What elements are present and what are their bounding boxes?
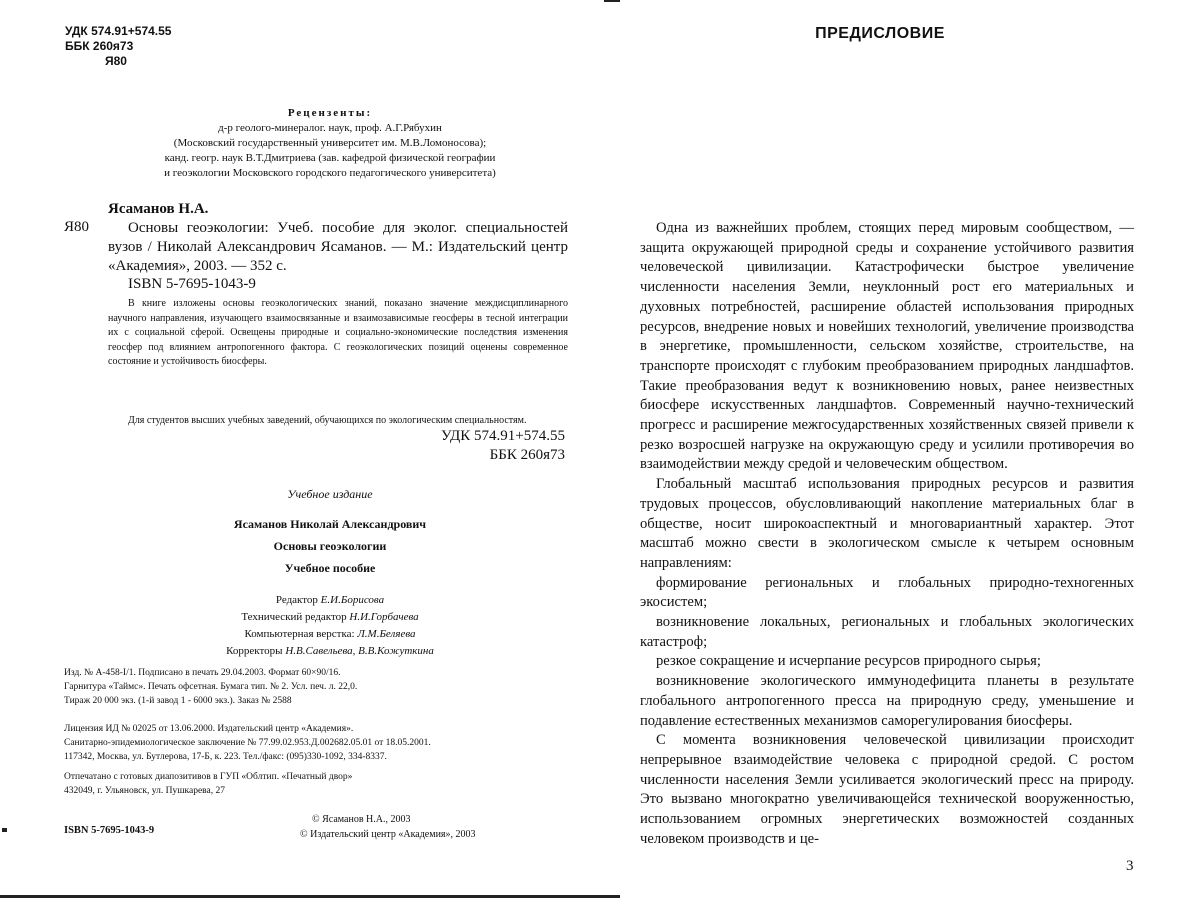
reviewer-line: д-р геолого-минералог. наук, проф. А.Г.Рябухин <box>218 122 442 134</box>
copyright-line: © Издательский центр «Академия», 2003 <box>300 829 476 840</box>
paragraph: Одна из важнейших проблем, стоящих перед мировым сообществом, — защита окружающей природной среды и сохранение устойчивого развития человеческой цивилизации. Катастрофически быстрое увеличение численности населения Земли, неуклонный рост его материальных и духовных потребностей, расширение областей использования природных ресурсов, внедрение новых и новейших технологий, увеличение производства в энергетике, промышленности, сельском хозяйстве, строительстве, на транспорте происходят с глубоким преобразованием природных ландшафтов. Такие преобразования ведут к возникновению новых, ранее неизвестных биосфере искусственных ландшафтов. Современный научно-технический прогресс и расширение межгосударственных хозяйственных связей привели к резко возросшей нагрузке на окружающую среду и усилили противоречия во взаимодействии между средой и человеческим обществом. <box>640 220 1134 473</box>
credit-role: Корректоры <box>226 645 283 657</box>
credit-name: Н.И.Горбачева <box>349 611 419 623</box>
bbk-top: ББК 260я73 <box>65 39 134 53</box>
scan-edge-line <box>0 895 620 898</box>
book-title: Основы геоэкологии <box>273 539 387 553</box>
reviewers-block <box>60 106 600 181</box>
credit-name: Н.В.Савельева, В.В.Кожуткина <box>285 645 434 657</box>
credit-line <box>60 609 600 626</box>
credit-line <box>60 643 600 660</box>
imprint-line: Гарнитура «Таймс». Печать офсетная. Бумага тип. № 2. Усл. печ. л. 22,0. <box>64 682 358 692</box>
credit-role: Редактор <box>275 594 318 606</box>
list-item: формирование региональных и глобальных природно-техногенных экосистем; <box>640 574 1134 611</box>
audience: Для студентов высших учебных заведений, обучающихся по экологическим специальностям. <box>128 415 527 426</box>
abstract: В книге изложены основы геоэкологических знаний, показано значение междисциплинарного научного направления, изучающего взаимосвязанные и взаимозависимые геосферы в тесной интеграции их с социальной сферой. Освещены природные и социально-экономические последствия изменения геосфер под влиянием антропогенного фактора. С геоэкологических позиций оценены современное состояние и устойчивость биосферы. <box>108 298 568 367</box>
paragraph: Глобальный масштаб использования природных ресурсов и развития трудовых процессов, обусловливающий накопление материальных благ в обществе, носит широкоаспектный и многовариантный характер. Этот масштаб можно свести в экологическом смысле к четырем основным направлениям: <box>640 476 1134 571</box>
printer-block <box>64 770 584 798</box>
license-line: 117342, Москва, ул. Бутлерова, 17-Б, к. 223. Тел./факс: (095)330-1092, 334-8337. <box>64 752 387 762</box>
list-item: резкое сокращение и исчерпание ресурсов природного сырья; <box>656 653 1041 670</box>
credit-role: Компьютерная верстка: <box>244 628 355 640</box>
credit-line <box>60 626 600 643</box>
isbn-bottom: ISBN 5-7695-1043-9 <box>64 825 155 836</box>
reviewer-line: канд. геогр. наук В.Т.Дмитриева (зав. кафедрой физической географии <box>164 152 496 164</box>
reviewer-line: и геоэкологии Московского городского педагогического университета) <box>164 167 496 179</box>
credits-block <box>60 592 600 660</box>
citation: Основы геоэкологии: Учеб. пособие для эколог. специальностей вузов / Николай Александрович Ясаманов. — М.: Издательский центр «Академия», 2003. — 352 с. <box>108 220 568 274</box>
isbn-line: ISBN 5-7695-1043-9 <box>128 276 256 292</box>
printer-line: 432049, г. Ульяновск, ул. Пушкарева, 27 <box>64 786 225 796</box>
code-side: Я80 <box>64 219 90 235</box>
imprint-line: Тираж 20 000 экз. (1-й завод 1 - 6000 экз.). Заказ № 2588 <box>64 696 292 706</box>
udk-top: УДК 574.91+574.55 <box>65 24 172 38</box>
copyright-block <box>300 812 476 842</box>
imprint-block <box>64 666 584 708</box>
list-item: возникновение локальных, региональных и глобальных экологических катастроф; <box>640 614 1134 650</box>
license-line: Лицензия ИД № 02025 от 13.06.2000. Издательский центр «Академия». <box>64 724 354 734</box>
reviewers-heading: Рецензенты: <box>287 107 373 119</box>
imprint-line: Изд. № А-458-I/1. Подписано в печать 29.04.2003. Формат 60×90/16. <box>64 668 341 678</box>
printer-line: Отпечатано с готовых диапозитивов в ГУП «Облтип. «Печатный двор» <box>64 772 353 782</box>
preface-body <box>640 219 1134 850</box>
credit-name: Е.И.Борисова <box>320 594 385 606</box>
bbk-bottom: ББК 260я73 <box>489 447 565 463</box>
udk-bottom: УДК 574.91+574.55 <box>440 428 565 444</box>
scan-mark <box>2 828 7 832</box>
preface-heading: ПРЕДИСЛОВИЕ <box>815 25 945 42</box>
credit-name: Л.М.Беляева <box>357 628 416 640</box>
list-item: возникновение экологического иммунодефицита планеты в результате глобального антропогенного пресса на природную среду, уменьшение и подавление естественных механизмов саморегулирования биосферы. <box>640 673 1134 729</box>
license-line: Санитарно-эпидемиологическое заключение № 77.99.02.953.Д.002682.05.01 от 18.05.2001. <box>64 738 431 748</box>
right-page <box>600 0 1200 903</box>
page-number: 3 <box>1126 858 1134 874</box>
book-subtitle: Учебное пособие <box>284 561 376 575</box>
license-block <box>64 722 584 764</box>
credit-role: Технический редактор <box>241 611 347 623</box>
copyright-line: © Ясаманов Н.А., 2003 <box>312 814 411 825</box>
classification-block <box>65 24 171 69</box>
author-heading: Ясаманов Н.А. <box>108 201 209 217</box>
code-top: Я80 <box>105 54 127 68</box>
paragraph: С момента возникновения человеческой цивилизации происходит непрерывное взаимодействие человека с природной средой. С ростом численности населения Земли усиливается экологический пресс на природу. Это вызвано многократно увеличивающейся технической вооруженностью, использованием огромных энергетических возможностей созданных человеком производств и це- <box>640 732 1134 847</box>
classification-bottom <box>300 427 565 465</box>
credit-line <box>60 592 600 609</box>
edition-type: Учебное издание <box>287 487 373 501</box>
reviewer-line: (Московский государственный университет им. М.В.Ломоносова); <box>173 137 487 149</box>
author-full: Ясаманов Николай Александрович <box>233 517 427 531</box>
